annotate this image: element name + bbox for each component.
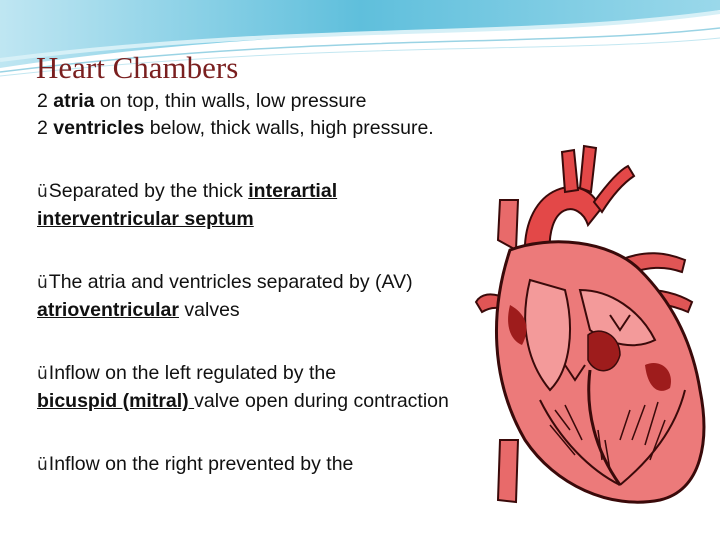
atria-line: 2 atria on top, thin walls, low pressure [37,90,367,112]
checkmark-icon: ü [37,273,48,293]
bullet-av-valves: üThe atria and ventricles separated by (AV) atrioventricular valves [37,271,413,321]
ventricles-line: 2 ventricles below, thick walls, high pressure. [37,116,434,139]
bullet-tricuspid: üInflow on the right prevented by the [37,453,354,475]
checkmark-icon: ü [37,182,48,202]
checkmark-icon: ü [37,455,48,475]
bullet-septum: üSeparated by the thick interartial interventricular septum [37,180,338,230]
checkmark-icon: ü [37,364,48,384]
slide-title: Heart Chambers [36,50,239,85]
heart-illustration [470,140,718,520]
bullet-mitral: üInflow on the left regulated by the bicuspid (mitral) valve open during contraction [37,362,449,412]
slide-body [37,88,467,479]
